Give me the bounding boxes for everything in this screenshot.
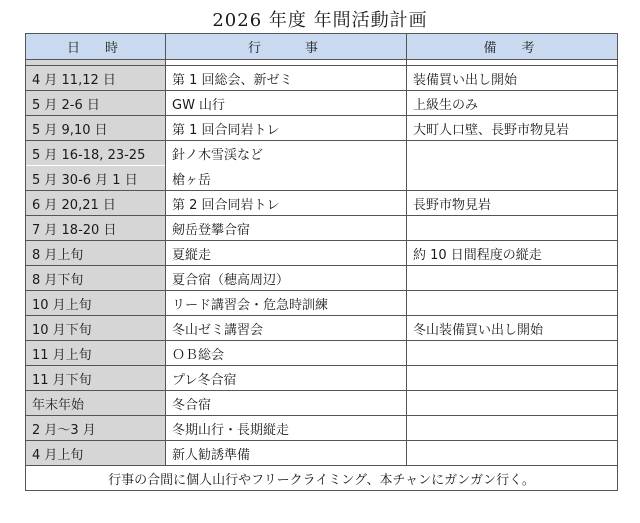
row-date: 10 月上旬 — [26, 291, 166, 316]
table-row — [26, 441, 618, 466]
row-date: 10 月下旬 — [26, 316, 166, 341]
row-note: 長野市物見岩 — [407, 191, 618, 216]
row-date: 2 月～3 月 — [26, 416, 166, 441]
table-row — [26, 141, 618, 166]
table-header-row — [26, 34, 618, 60]
row-note — [407, 166, 618, 191]
row-note — [407, 391, 618, 416]
row-note: 大町人口壁、長野市物見岩 — [407, 116, 618, 141]
table-row — [26, 341, 618, 366]
row-note — [407, 291, 618, 316]
row-date: 7 月 18-20 日 — [26, 216, 166, 241]
row-note — [407, 141, 618, 166]
row-note — [407, 216, 618, 241]
activity-plan-table — [25, 33, 618, 491]
header-note: 備 考 — [407, 34, 618, 60]
row-note: 装備買い出し開始 — [407, 66, 618, 91]
table-row — [26, 216, 618, 241]
row-event: リード講習会・危急時訓練 — [166, 291, 407, 316]
row-date: 5 月 2-6 日 — [26, 91, 166, 116]
footer-note: 行事の合間に個人山行やフリークライミング、本チャンにガンガン行く。 — [26, 466, 618, 491]
table-row — [26, 91, 618, 116]
row-event: 第 2 回合同岩トレ — [166, 191, 407, 216]
row-date: 8 月上旬 — [26, 241, 166, 266]
row-date: 4 月上旬 — [26, 441, 166, 466]
page-title: 2026 年度 年間活動計画 — [212, 10, 428, 31]
row-note — [407, 441, 618, 466]
table-row — [26, 266, 618, 291]
row-date: 年末年始 — [26, 391, 166, 416]
row-note: 約 10 日間程度の縦走 — [407, 241, 618, 266]
table-row — [26, 391, 618, 416]
row-event: 冬山ゼミ講習会 — [166, 316, 407, 341]
row-event: 夏縦走 — [166, 241, 407, 266]
row-date: 11 月上旬 — [26, 341, 166, 366]
table-row — [26, 116, 618, 141]
row-date: 11 月下旬 — [26, 366, 166, 391]
header-event: 行 事 — [166, 34, 407, 60]
row-date: 4 月 11,12 日 — [26, 66, 166, 91]
table-row — [26, 366, 618, 391]
row-event: ＯＢ総会 — [166, 341, 407, 366]
row-date: 5 月 16-18, 23-25 — [26, 141, 166, 166]
row-event: 剱岳登攀合宿 — [166, 216, 407, 241]
table-row — [26, 416, 618, 441]
row-event: 夏合宿（穂高周辺） — [166, 266, 407, 291]
row-event: 冬期山行・長期縦走 — [166, 416, 407, 441]
header-date: 日 時 — [26, 34, 166, 60]
table-row — [26, 166, 618, 191]
row-event: 冬合宿 — [166, 391, 407, 416]
row-note — [407, 341, 618, 366]
row-note: 冬山装備買い出し開始 — [407, 316, 618, 341]
row-date: 8 月下旬 — [26, 266, 166, 291]
row-event: プレ冬合宿 — [166, 366, 407, 391]
table-row — [26, 241, 618, 266]
row-event: 新人勧誘準備 — [166, 441, 407, 466]
row-event: 第 1 回合同岩トレ — [166, 116, 407, 141]
table-row — [26, 66, 618, 91]
row-date: 6 月 20,21 日 — [26, 191, 166, 216]
row-event: GW 山行 — [166, 91, 407, 116]
table-row — [26, 291, 618, 316]
row-event: 針ノ木雪渓など — [166, 141, 407, 166]
table-row — [26, 191, 618, 216]
row-event: 第 1 回総会、新ゼミ — [166, 66, 407, 91]
row-note — [407, 416, 618, 441]
row-note — [407, 366, 618, 391]
row-date: 5 月 9,10 日 — [26, 116, 166, 141]
table-footer-row — [26, 466, 618, 491]
row-note — [407, 266, 618, 291]
row-note: 上級生のみ — [407, 91, 618, 116]
row-date: 5 月 30-6 月 1 日 — [26, 166, 166, 191]
row-event: 槍ヶ岳 — [166, 166, 407, 191]
table-row — [26, 316, 618, 341]
